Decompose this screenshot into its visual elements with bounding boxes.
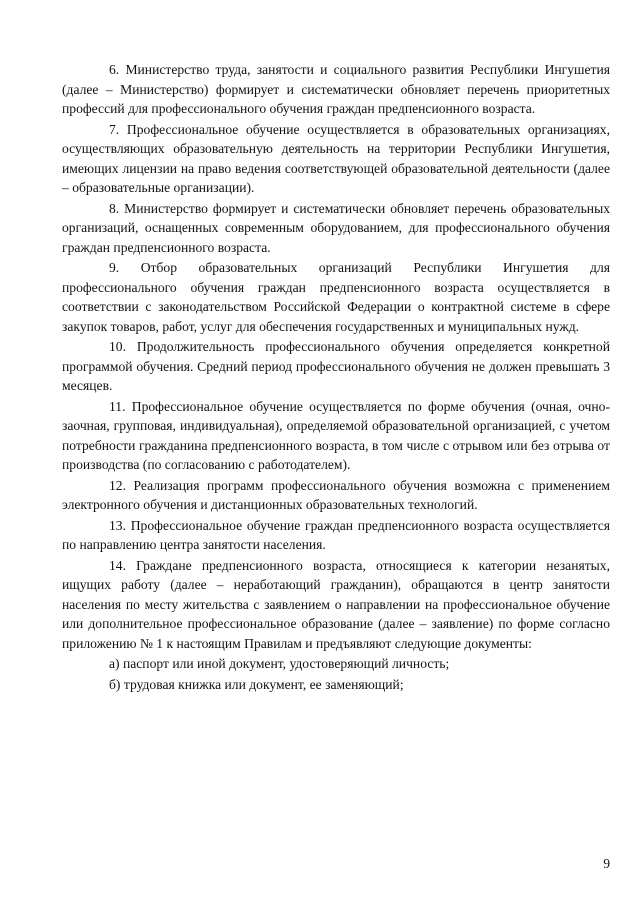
list-item-b: б) трудовая книжка или документ, ее заменяющий; (109, 676, 404, 692)
paragraph-13: 13. Профессиональное обучение граждан предпенсионного возраста осуществляется по направлению центра занятости населения. (62, 517, 610, 552)
paragraph-10: 10. Продолжительность профессионального обучения определяется конкретной программой обучения. Средний период профессионального обучения не должен превышать 3 месяцев. (62, 339, 610, 393)
paragraph-8: 8. Министерство формирует и систематически обновляет перечень образовательных организаций, оснащенных современным оборудованием, для профессионального обучения граждан предпенсионного возраста. (62, 200, 610, 255)
paragraph-14: 14. Граждане предпенсионного возраста, относящиеся к категории незанятых, ищущих работу (далее – неработающий гражданин), обращаются в центр занятости населения по месту жительства с заявлением о направлении на профессиональное обучение или дополнительное профессиональное образование (далее – заявление) по форме согласно приложению № 1 к настоящим Правилам и предъявляют следующие документы: (62, 557, 610, 651)
paragraph-7: 7. Профессиональное обучение осуществляется в образовательных организациях, осуществляющих образовательную деятельность на территории Республики Ингушетия, имеющих лицензии на право ведения соответствующей образовательной деятельности (далее – образовательные организации). (62, 121, 610, 195)
paragraph-11: 11. Профессиональное обучение осуществляется по форме обучения (очная, очно-заочная, групповая, индивидуальная), определяемой образовательной организацией, с учетом потребности гражданина предпенсионного возраста, в том числе с отрывом или без отрыва от производства (по согласованию с работодателем). (62, 398, 610, 472)
document-body (62, 60, 610, 694)
paragraph-12: 12. Реализация программ профессионального обучения возможна с применением электронного обучения и дистанционных образовательных технологий. (62, 477, 610, 512)
paragraph-9: 9. Отбор образовательных организаций Республики Ингушетия для профессионального обучения граждан предпенсионного возраста осуществляется в соответствии с законодательством Российской Федерации о контрактной системе в сфере закупок товаров, работ, услуг для обеспечения государственных и муниципальных нужд. (62, 260, 610, 334)
paragraph-6: 6. Министерство труда, занятости и социального развития Республики Ингушетия (далее – Министерство) формирует и систематически обновляет перечень приоритетных профессий для профессионального обучения граждан предпенсионного возраста. (62, 62, 610, 116)
page-number: 9 (603, 856, 610, 871)
list-item-a: а) паспорт или иной документ, удостоверяющий личность; (109, 656, 450, 671)
